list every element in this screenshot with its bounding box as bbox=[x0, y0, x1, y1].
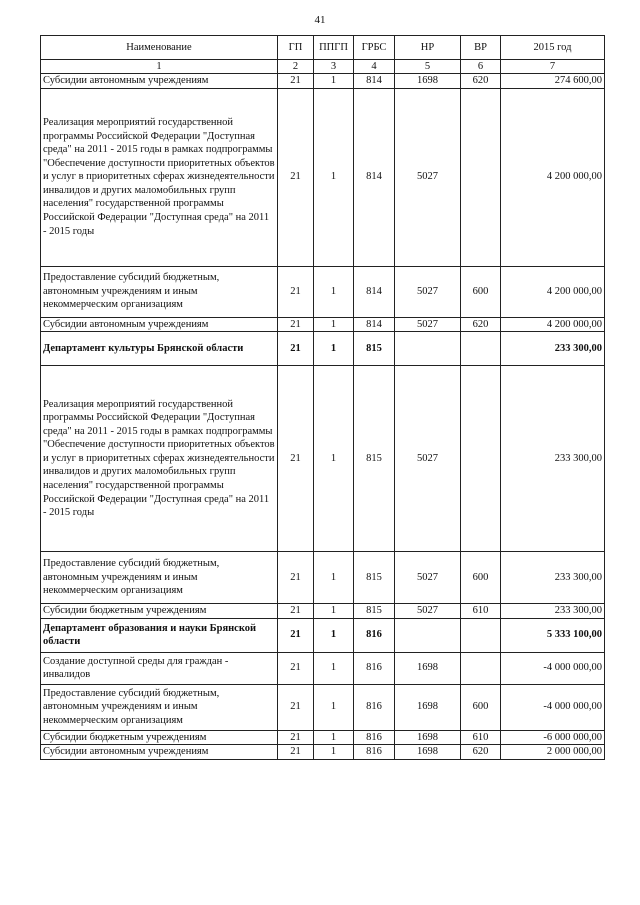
row-nr bbox=[395, 618, 461, 652]
row-amount: 233 300,00 bbox=[501, 604, 605, 619]
column-number: 5 bbox=[395, 60, 461, 74]
row-ppgp: 1 bbox=[314, 88, 354, 266]
table-row bbox=[41, 730, 605, 745]
table-row bbox=[41, 604, 605, 619]
row-vr bbox=[461, 88, 501, 266]
row-nr bbox=[395, 332, 461, 366]
row-gp: 21 bbox=[278, 618, 314, 652]
row-grbs: 814 bbox=[354, 88, 395, 266]
budget-table bbox=[40, 35, 605, 760]
row-grbs: 815 bbox=[354, 366, 395, 552]
column-number: 1 bbox=[41, 60, 278, 74]
table-row bbox=[41, 618, 605, 652]
row-nr: 5027 bbox=[395, 266, 461, 317]
table-row bbox=[41, 552, 605, 604]
row-ppgp: 1 bbox=[314, 618, 354, 652]
header-row bbox=[41, 36, 605, 60]
row-amount: -6 000 000,00 bbox=[501, 730, 605, 745]
row-ppgp: 1 bbox=[314, 684, 354, 730]
row-gp: 21 bbox=[278, 366, 314, 552]
row-grbs: 815 bbox=[354, 332, 395, 366]
row-vr: 600 bbox=[461, 684, 501, 730]
row-gp: 21 bbox=[278, 266, 314, 317]
page-number: 41 bbox=[314, 14, 326, 26]
row-grbs: 816 bbox=[354, 618, 395, 652]
header-gp: ГП bbox=[278, 36, 314, 60]
row-ppgp: 1 bbox=[314, 730, 354, 745]
row-name: Предоставление субсидий бюджетным, автономным учреждениям и иным некоммерческим организациям bbox=[41, 266, 278, 317]
table-row bbox=[41, 366, 605, 552]
row-vr bbox=[461, 618, 501, 652]
row-gp: 21 bbox=[278, 332, 314, 366]
header-name: Наименование bbox=[41, 36, 278, 60]
row-gp: 21 bbox=[278, 552, 314, 604]
row-ppgp: 1 bbox=[314, 604, 354, 619]
row-ppgp: 1 bbox=[314, 332, 354, 366]
row-grbs: 814 bbox=[354, 317, 395, 332]
header-year: 2015 год bbox=[501, 36, 605, 60]
row-nr: 1698 bbox=[395, 745, 461, 760]
header-ppgp: ППГП bbox=[314, 36, 354, 60]
row-name: Предоставление субсидий бюджетным, автономным учреждениям и иным некоммерческим организациям bbox=[41, 684, 278, 730]
row-name: Субсидии бюджетным учреждениям bbox=[41, 730, 278, 745]
row-vr: 620 bbox=[461, 74, 501, 89]
table-row bbox=[41, 317, 605, 332]
row-gp: 21 bbox=[278, 88, 314, 266]
row-grbs: 814 bbox=[354, 266, 395, 317]
row-vr bbox=[461, 652, 501, 684]
row-vr: 600 bbox=[461, 552, 501, 604]
row-nr: 5027 bbox=[395, 88, 461, 266]
row-ppgp: 1 bbox=[314, 266, 354, 317]
header-nr: НР bbox=[395, 36, 461, 60]
row-name: Реализация мероприятий государственной программы Российской Федерации "Доступная среда" на 2011 - 2015 годы в рамках подпрограммы "Обеспечение доступности приоритетных объектов и услуг в приоритетных сферах жизнедеятельности инвалидов и других маломобильных групп населения" государственной программы Российской Федерации "Доступная среда" на 2011 - 2015 годы bbox=[41, 366, 278, 552]
row-amount: 233 300,00 bbox=[501, 332, 605, 366]
row-nr: 5027 bbox=[395, 366, 461, 552]
row-gp: 21 bbox=[278, 730, 314, 745]
row-amount: 4 200 000,00 bbox=[501, 88, 605, 266]
column-number-row bbox=[41, 60, 605, 74]
row-amount: 2 000 000,00 bbox=[501, 745, 605, 760]
row-grbs: 816 bbox=[354, 684, 395, 730]
header-vr: ВР bbox=[461, 36, 501, 60]
row-name: Субсидии автономным учреждениям bbox=[41, 745, 278, 760]
row-amount: 4 200 000,00 bbox=[501, 266, 605, 317]
row-vr: 610 bbox=[461, 730, 501, 745]
row-grbs: 816 bbox=[354, 730, 395, 745]
row-name: Реализация мероприятий государственной программы Российской Федерации "Доступная среда" на 2011 - 2015 годы в рамках подпрограммы "Обеспечение доступности приоритетных объектов и услуг в приоритетных сферах жизнедеятельности инвалидов и других маломобильных групп населения" государственной программы Российской Федерации "Доступная среда" на 2011 - 2015 годы bbox=[41, 88, 278, 266]
row-gp: 21 bbox=[278, 317, 314, 332]
row-grbs: 815 bbox=[354, 552, 395, 604]
row-grbs: 816 bbox=[354, 745, 395, 760]
row-nr: 1698 bbox=[395, 730, 461, 745]
row-vr: 620 bbox=[461, 317, 501, 332]
row-ppgp: 1 bbox=[314, 745, 354, 760]
row-name: Субсидии автономным учреждениям bbox=[41, 74, 278, 89]
row-gp: 21 bbox=[278, 604, 314, 619]
table-row bbox=[41, 266, 605, 317]
row-vr: 600 bbox=[461, 266, 501, 317]
row-name: Субсидии бюджетным учреждениям bbox=[41, 604, 278, 619]
table-row bbox=[41, 88, 605, 266]
row-ppgp: 1 bbox=[314, 317, 354, 332]
table-row bbox=[41, 652, 605, 684]
column-number: 3 bbox=[314, 60, 354, 74]
row-name: Предоставление субсидий бюджетным, автономным учреждениям и иным некоммерческим организациям bbox=[41, 552, 278, 604]
row-name: Субсидии автономным учреждениям bbox=[41, 317, 278, 332]
row-amount: 274 600,00 bbox=[501, 74, 605, 89]
row-grbs: 814 bbox=[354, 74, 395, 89]
row-nr: 1698 bbox=[395, 74, 461, 89]
table-row bbox=[41, 74, 605, 89]
row-nr: 5027 bbox=[395, 604, 461, 619]
column-number: 7 bbox=[501, 60, 605, 74]
row-ppgp: 1 bbox=[314, 552, 354, 604]
row-grbs: 816 bbox=[354, 652, 395, 684]
column-number: 4 bbox=[354, 60, 395, 74]
table-row bbox=[41, 332, 605, 366]
row-gp: 21 bbox=[278, 652, 314, 684]
row-vr: 610 bbox=[461, 604, 501, 619]
row-ppgp: 1 bbox=[314, 74, 354, 89]
row-vr bbox=[461, 332, 501, 366]
row-gp: 21 bbox=[278, 74, 314, 89]
row-vr bbox=[461, 366, 501, 552]
row-grbs: 815 bbox=[354, 604, 395, 619]
row-nr: 1698 bbox=[395, 684, 461, 730]
row-ppgp: 1 bbox=[314, 652, 354, 684]
row-name: Создание доступной среды для граждан - инвалидов bbox=[41, 652, 278, 684]
table-row bbox=[41, 684, 605, 730]
row-amount: 233 300,00 bbox=[501, 552, 605, 604]
row-nr: 5027 bbox=[395, 552, 461, 604]
row-amount: 4 200 000,00 bbox=[501, 317, 605, 332]
row-vr: 620 bbox=[461, 745, 501, 760]
row-amount: 5 333 100,00 bbox=[501, 618, 605, 652]
row-amount: -4 000 000,00 bbox=[501, 652, 605, 684]
row-name: Департамент культуры Брянской области bbox=[41, 332, 278, 366]
row-amount: -4 000 000,00 bbox=[501, 684, 605, 730]
row-nr: 5027 bbox=[395, 317, 461, 332]
table-row bbox=[41, 745, 605, 760]
column-number: 2 bbox=[278, 60, 314, 74]
row-gp: 21 bbox=[278, 745, 314, 760]
column-number: 6 bbox=[461, 60, 501, 74]
row-ppgp: 1 bbox=[314, 366, 354, 552]
row-gp: 21 bbox=[278, 684, 314, 730]
header-grbs: ГРБС bbox=[354, 36, 395, 60]
row-name: Департамент образования и науки Брянской области bbox=[41, 618, 278, 652]
row-nr: 1698 bbox=[395, 652, 461, 684]
row-amount: 233 300,00 bbox=[501, 366, 605, 552]
